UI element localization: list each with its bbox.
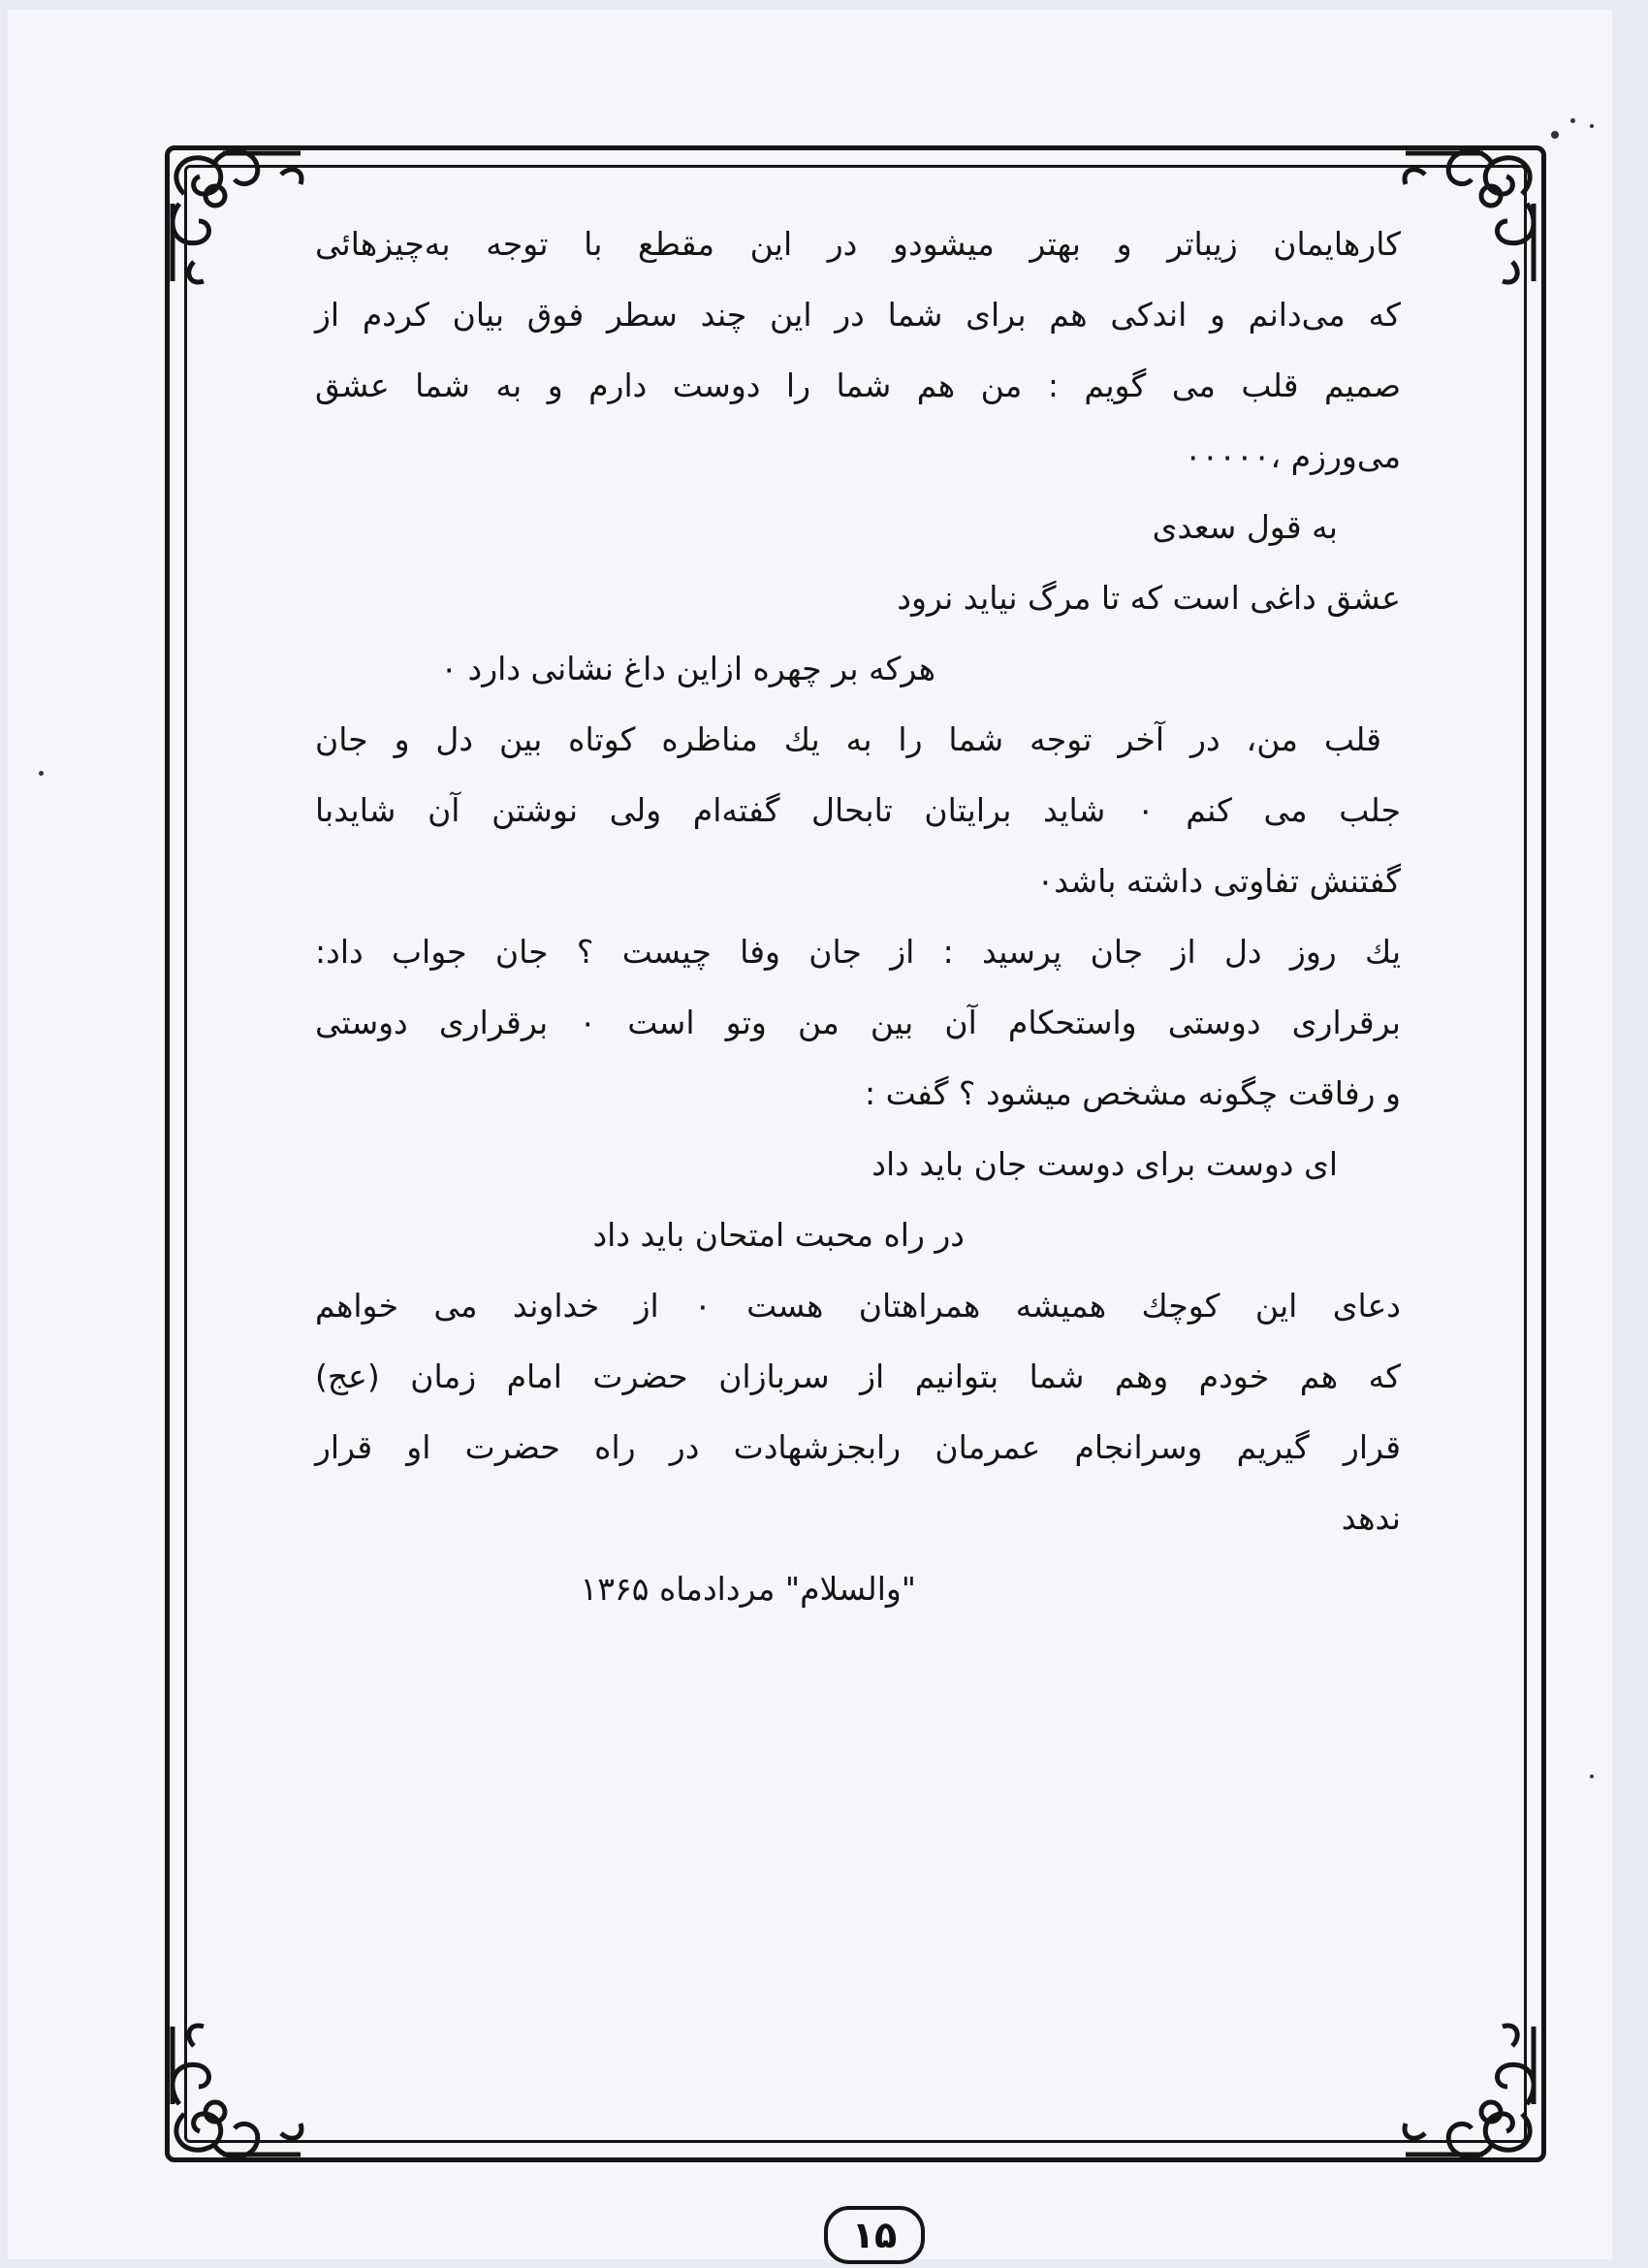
poem-verse-4: در راه محبت امتحان باید داد [592,1216,965,1254]
corner-ornament-top-right-icon [1396,136,1551,291]
letter-line-19: ندهد [1341,1499,1401,1537]
letter-line-9: جلب می کنم ۰ شاید برایتان تابحال گفته‌ام ولی نوشتن آن شایدبا [315,791,1401,829]
letter-body [315,208,1401,1624]
poem-verse-2: هرکه بر چهره ازاین داغ نشانی دارد ۰ [440,650,935,687]
page-number-badge: ۱۵ [824,2206,925,2264]
poem-verse-1: عشق داغی است که تا مرگ نیاید نرود [897,579,1401,617]
corner-ornament-bottom-left-icon [155,2017,310,2172]
letter-line-3: صمیم قلب می گویم : من هم شما را دوست دارم و به شما عشق [315,367,1401,404]
letter-line-8: قلب من، در آخر توجه شما را به یك مناظره کوتاه بین دل و جان [315,720,1381,758]
letter-line-1: کارهایمان زیباتر و بهتر میشودو در این مقطع با توجه به‌چیزهائی [315,225,1401,263]
letter-line-18: قرار گیریم وسرانجام عمرمان رابجزشهادت در راه حضرت او قرار [315,1428,1401,1466]
letter-line-11: یك روز دل از جان پرسید : از جان وفا چیست ؟ جان جواب داد: [315,933,1401,971]
poem-verse-3: ای دوست برای دوست جان باید داد [872,1145,1338,1183]
scan-speck [1590,124,1594,128]
scan-speck [1590,1774,1594,1778]
letter-line-16: دعای این کوچك همیشه همراهتان هست ۰ از خداوند می خواهم [315,1287,1401,1325]
scan-speck [1570,118,1575,123]
letter-line-4: می‌ورزم ،۰۰۰۰۰ [1184,437,1401,475]
scan-speck [1551,131,1559,139]
letter-line-12: برقراری دوستی واستحکام آن بین من وتو است ۰ برقراری دوستی [315,1004,1401,1041]
letter-line-10: گفتنش تفاوتی داشته باشد۰ [1036,862,1401,900]
quote-attribution: به قول سعدی [1152,508,1338,546]
corner-ornament-bottom-right-icon [1396,2017,1551,2172]
corner-ornament-top-left-icon [155,136,310,291]
closing-signoff: "والسلام" مردادماه ۱۳۶۵ [580,1570,916,1608]
scan-speck [39,771,44,776]
letter-line-13: و رفاقت چگونه مشخص میشود ؟ گفت : [865,1074,1401,1112]
letter-line-17: که هم خودم وهم شما بتوانیم از سربازان حضرت امام زمان (عج) [315,1358,1401,1395]
letter-line-2: که می‌دانم و اندکی هم برای شما در این چند سطر فوق بیان کردم از [315,296,1401,334]
